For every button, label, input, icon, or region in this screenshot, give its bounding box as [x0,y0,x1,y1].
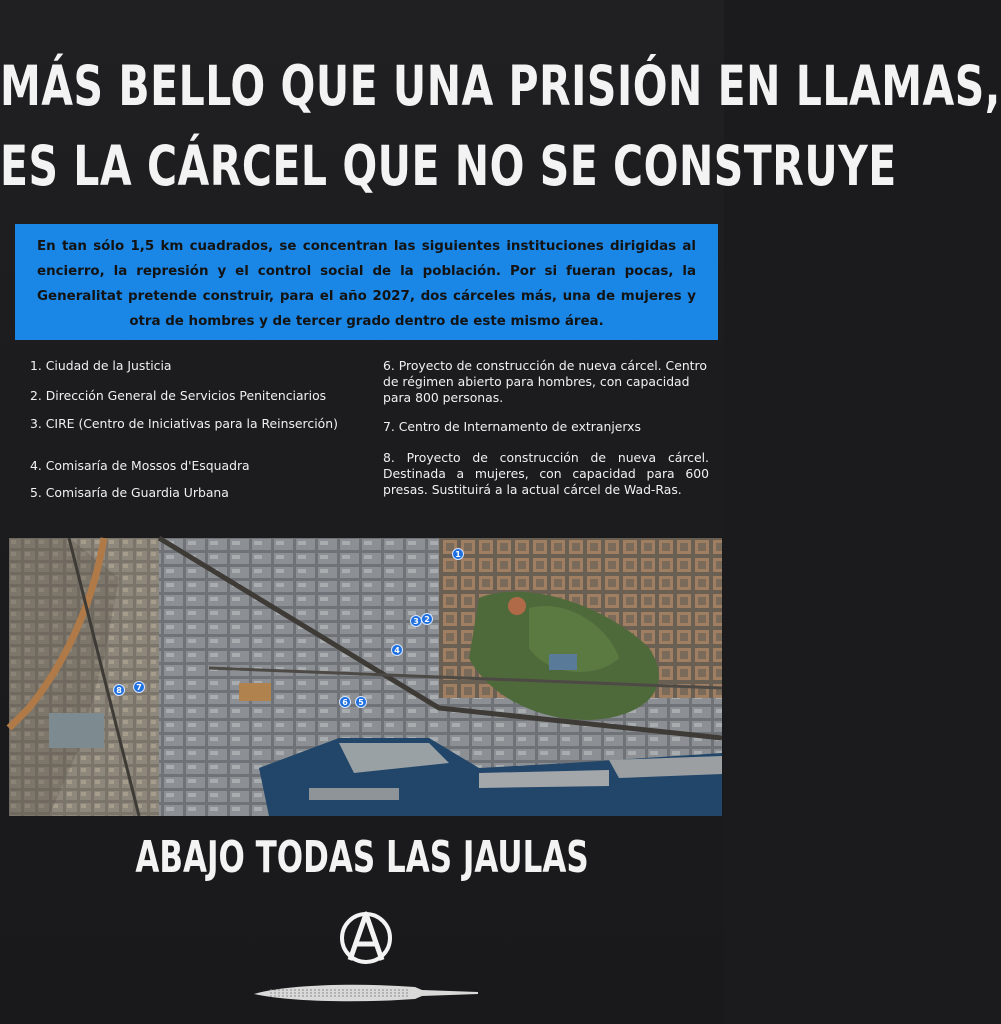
file-tool-icon [250,978,482,1008]
map-marker-4: 4 [391,644,403,656]
list-item-1: 1. Ciudad de la Justicia [30,358,172,373]
list-item-6: 6. Proyecto de construcción de nueva cárcel. Centro de régimen abierto para hombres, con capacidad para 800 personas. [383,358,707,405]
map-marker-7: 7 [133,681,145,693]
intro-info-box [15,224,718,340]
map-marker-8: 8 [113,684,125,696]
map-marker-3: 3 [410,615,422,627]
list-item-7: 7. Centro de Internamento de extranjerxs [383,419,641,434]
map-marker-6: 6 [339,696,351,708]
list-item-2: 2. Dirección General de Servicios Penitenciarios [30,388,327,403]
list-item-8: 8. Proyecto de construcción de nueva cárcel. Destinada a mujeres, con capacidad para 600 presas. Sustituirá a la actual cárcel de Wad-Ras. [383,450,709,497]
list-item-3: 3. CIRE (Centro de Iniciativas para la Reinserción) [30,416,338,431]
intro-text: En tan sólo 1,5 km cuadrados, se concentran las siguientes instituciones dirigidas al encierro, la represión y el control social de la población. Por si fueran pocas, la Generalitat pretende construir, para el año 2027, dos cárceles más, una de mujeres y otra de hombres y de tercer grado dentro de este mismo área. [37,239,696,329]
bottom-slogan: ABAJO TODAS LAS JAULAS [135,832,589,884]
map-marker-2: 2 [421,613,433,625]
map-marker-5: 5 [355,696,367,708]
poster-title-line-1: MÁS BELLO QUE UNA PRISIÓN EN LLAMAS, [0,53,1001,119]
map-image [9,538,722,816]
list-item-5: 5. Comisaría de Guardia Urbana [30,485,229,500]
satellite-map [9,538,722,816]
list-item-4: 4. Comisaría de Mossos d'Esquadra [30,458,250,473]
map-marker-1: 1 [452,548,464,560]
poster-title-line-2: ES LA CÁRCEL QUE NO SE CONSTRUYE [0,133,897,199]
anarchy-symbol [338,910,394,966]
